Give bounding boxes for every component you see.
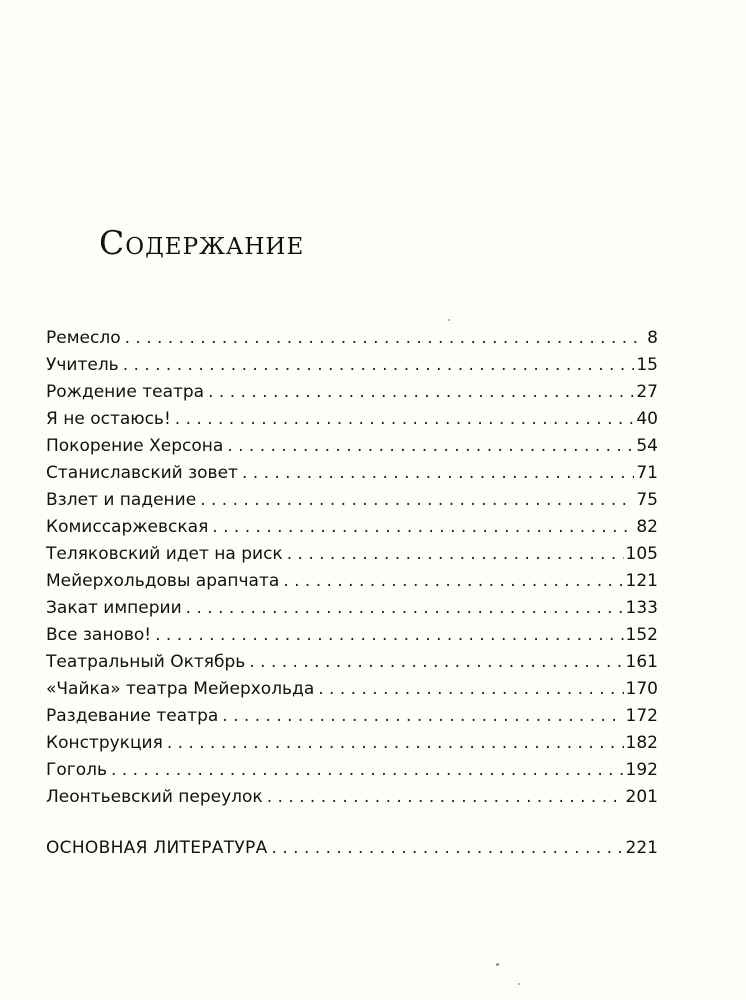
- toc-entry-title: Леонтьевский переулок: [46, 787, 263, 807]
- page-title: Содержание: [99, 223, 305, 262]
- paper-speck: [518, 983, 520, 985]
- dot-leader: [167, 730, 624, 757]
- toc-entry-13: [46, 649, 658, 676]
- toc-entry-title: Рождение театра: [46, 382, 205, 402]
- paper-speck: [496, 963, 499, 966]
- dot-leader: [227, 433, 634, 460]
- toc-entry-14: [46, 676, 658, 703]
- toc-entry-title: Комиссаржевская: [46, 517, 209, 537]
- toc-entry-title: «Чайка» театра Мейерхольда: [46, 679, 315, 699]
- dot-leader: [249, 649, 623, 676]
- toc-entry-title: Станиславский зовет: [46, 463, 238, 483]
- toc-entry-page: 75: [636, 490, 658, 510]
- dot-leader: [111, 757, 624, 784]
- dot-leader: [123, 352, 635, 379]
- toc-entry-page: 182: [625, 733, 658, 753]
- toc-entry-page: 40: [636, 409, 658, 429]
- toc-entry-page: 54: [636, 436, 658, 456]
- toc-entry-title: Покорение Херсона: [46, 436, 224, 456]
- toc-entry-7: [46, 487, 658, 514]
- toc-entry-title: Учитель: [46, 355, 119, 375]
- table-of-contents: [46, 325, 658, 862]
- toc-entry-15: [46, 703, 658, 730]
- dot-leader: [242, 460, 634, 487]
- toc-entry-title: Я не остаюсь!: [46, 409, 171, 429]
- toc-entry-title: Конструкция: [46, 733, 163, 753]
- dot-leader: [272, 835, 624, 862]
- toc-entry-4: [46, 406, 658, 433]
- dot-leader: [186, 595, 624, 622]
- toc-entry-page: 161: [625, 652, 658, 672]
- toc-entry-page: 133: [625, 598, 658, 618]
- toc-entry-title: Ремесло: [46, 328, 121, 348]
- toc-entry-page: 82: [636, 517, 658, 537]
- dot-leader: [212, 514, 634, 541]
- toc-entry-title: Теляковский идет на риск: [46, 544, 283, 564]
- dot-leader: [287, 541, 624, 568]
- toc-entry-5: [46, 433, 658, 460]
- toc-entry-6: [46, 460, 658, 487]
- toc-entry-12: [46, 622, 658, 649]
- toc-entry-page: 121: [625, 571, 658, 591]
- toc-entry-title: Раздевание театра: [46, 706, 219, 726]
- toc-entry-9: [46, 541, 658, 568]
- dot-leader: [200, 487, 634, 514]
- dot-leader: [222, 703, 623, 730]
- dot-leader: [318, 676, 623, 703]
- paper-speck: [448, 319, 450, 321]
- toc-entry-page: 27: [636, 382, 658, 402]
- toc-appendix-page: 221: [625, 838, 658, 858]
- toc-entry-title: Гоголь: [46, 760, 107, 780]
- toc-entry-title: Закат империи: [46, 598, 182, 618]
- toc-entry-18: [46, 784, 658, 811]
- dot-leader: [125, 325, 646, 352]
- toc-entry-page: 15: [636, 355, 658, 375]
- toc-entry-page: 8: [647, 328, 658, 348]
- toc-appendix-bibliography: [46, 835, 658, 862]
- dot-leader: [208, 379, 634, 406]
- toc-entry-8: [46, 514, 658, 541]
- toc-entry-2: [46, 352, 658, 379]
- dot-leader: [155, 622, 623, 649]
- toc-entry-title: Все заново!: [46, 625, 152, 645]
- toc-entry-10: [46, 568, 658, 595]
- toc-entry-17: [46, 757, 658, 784]
- dot-leader: [267, 784, 624, 811]
- toc-entry-page: 170: [625, 679, 658, 699]
- toc-entry-title: Взлет и падение: [46, 490, 197, 510]
- toc-entry-1: [46, 325, 658, 352]
- toc-entry-11: [46, 595, 658, 622]
- dot-leader: [175, 406, 635, 433]
- toc-entry-title: Мейерхольдовы арапчата: [46, 571, 280, 591]
- dot-leader: [283, 568, 623, 595]
- toc-entry-16: [46, 730, 658, 757]
- toc-entry-page: 71: [636, 463, 658, 483]
- toc-appendix-title: ОСНОВНАЯ ЛИТЕРАТУРА: [46, 838, 268, 858]
- toc-entry-3: [46, 379, 658, 406]
- toc-entry-page: 105: [625, 544, 658, 564]
- toc-entry-page: 152: [625, 625, 658, 645]
- toc-entry-page: 192: [625, 760, 658, 780]
- toc-entry-page: 172: [625, 706, 658, 726]
- toc-entry-title: Театральный Октябрь: [46, 652, 246, 672]
- toc-entry-page: 201: [625, 787, 658, 807]
